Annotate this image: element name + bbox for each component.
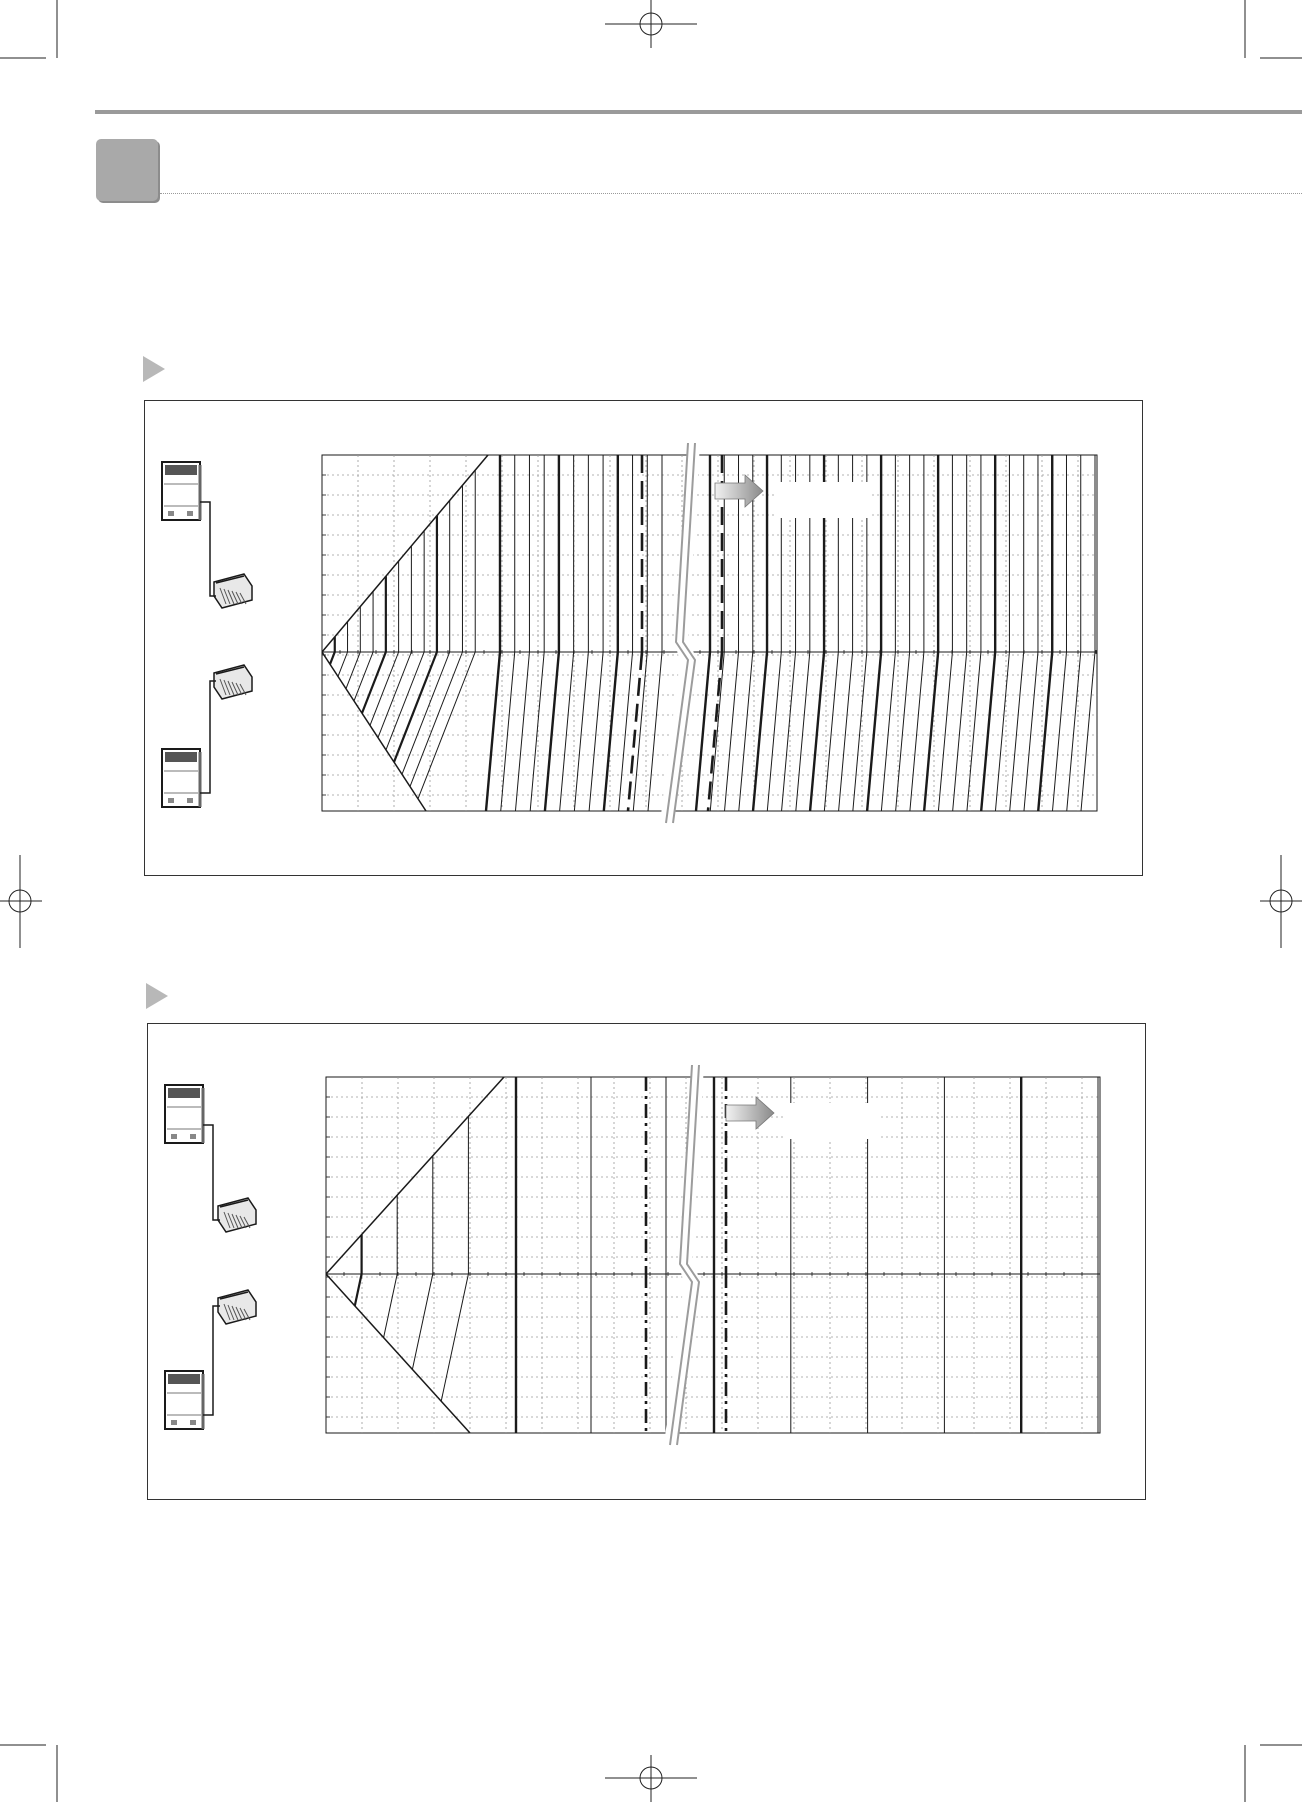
cassette-indoor-unit-icon bbox=[218, 1290, 256, 1324]
fan-line bbox=[384, 1274, 398, 1338]
pipe-line bbox=[604, 652, 618, 811]
fan-lower-edge bbox=[322, 652, 426, 811]
fan-line bbox=[370, 652, 399, 725]
pipe-line bbox=[1010, 652, 1024, 811]
pipe-line bbox=[530, 652, 544, 811]
pipe-line bbox=[981, 652, 995, 811]
pipe-line bbox=[782, 652, 796, 811]
pipe-line bbox=[753, 652, 767, 811]
fan-upper-edge bbox=[322, 455, 488, 652]
label-box bbox=[785, 1103, 881, 1139]
fan-lines bbox=[355, 1116, 469, 1401]
pipe-line bbox=[739, 652, 753, 811]
pipe-line bbox=[648, 652, 662, 811]
cassette-indoor-unit-icon bbox=[214, 665, 252, 699]
pipe-line bbox=[881, 652, 895, 811]
pipe-line bbox=[560, 652, 574, 811]
pipe-line bbox=[725, 652, 739, 811]
pipe-line bbox=[824, 652, 838, 811]
pipe-line bbox=[545, 652, 559, 811]
pipe-line bbox=[995, 652, 1009, 811]
connection-pipe bbox=[200, 681, 216, 793]
pipe-line bbox=[810, 652, 824, 811]
patterned-line bbox=[708, 652, 722, 811]
outdoor-unit-icon bbox=[162, 749, 200, 807]
outdoor-unit-icon bbox=[165, 1371, 203, 1429]
pipe-line bbox=[1081, 652, 1095, 811]
fan-line bbox=[410, 652, 462, 787]
fan-line bbox=[355, 1274, 362, 1306]
pipe-line bbox=[696, 652, 710, 811]
outdoor-unit-icon bbox=[162, 462, 200, 520]
cassette-indoor-unit-icon bbox=[218, 1198, 256, 1232]
fan-upper-edge bbox=[326, 1077, 504, 1274]
piping-diagram-lower bbox=[165, 1065, 1100, 1445]
pipe-line bbox=[1067, 652, 1081, 811]
outdoor-unit-icon bbox=[165, 1085, 203, 1143]
fan-line bbox=[338, 652, 348, 676]
pipe-line bbox=[867, 652, 881, 811]
fan-lines bbox=[330, 470, 475, 799]
pipe-line bbox=[574, 652, 588, 811]
pipe-line bbox=[1052, 652, 1066, 811]
pipe-line bbox=[501, 652, 515, 811]
cassette-indoor-unit-icon bbox=[214, 574, 252, 608]
pipe-line bbox=[486, 652, 500, 811]
fan-line bbox=[412, 1274, 432, 1369]
pipe-line bbox=[710, 652, 724, 811]
pipe-line bbox=[910, 652, 924, 811]
pipe-line bbox=[953, 652, 967, 811]
pipe-line bbox=[924, 652, 938, 811]
piping-diagram-upper bbox=[162, 443, 1097, 823]
fan-line bbox=[330, 652, 335, 664]
pipe-line bbox=[796, 652, 810, 811]
connection-pipe bbox=[203, 1306, 220, 1415]
right-arrow-icon bbox=[726, 1097, 774, 1129]
pipe-line bbox=[967, 652, 981, 811]
fan-line bbox=[362, 652, 386, 713]
pipe-line bbox=[589, 652, 603, 811]
fan-line bbox=[394, 652, 437, 762]
label-box bbox=[775, 482, 871, 518]
fan-line bbox=[418, 652, 475, 799]
fan-line bbox=[402, 652, 450, 774]
pipe-line bbox=[515, 652, 529, 811]
pipe-line bbox=[1038, 652, 1052, 811]
pipe-line bbox=[1024, 652, 1038, 811]
pipe-line bbox=[767, 652, 781, 811]
pipe-line bbox=[938, 652, 952, 811]
fan-line bbox=[441, 1274, 468, 1401]
pipe-line bbox=[853, 652, 867, 811]
pipe-line bbox=[839, 652, 853, 811]
